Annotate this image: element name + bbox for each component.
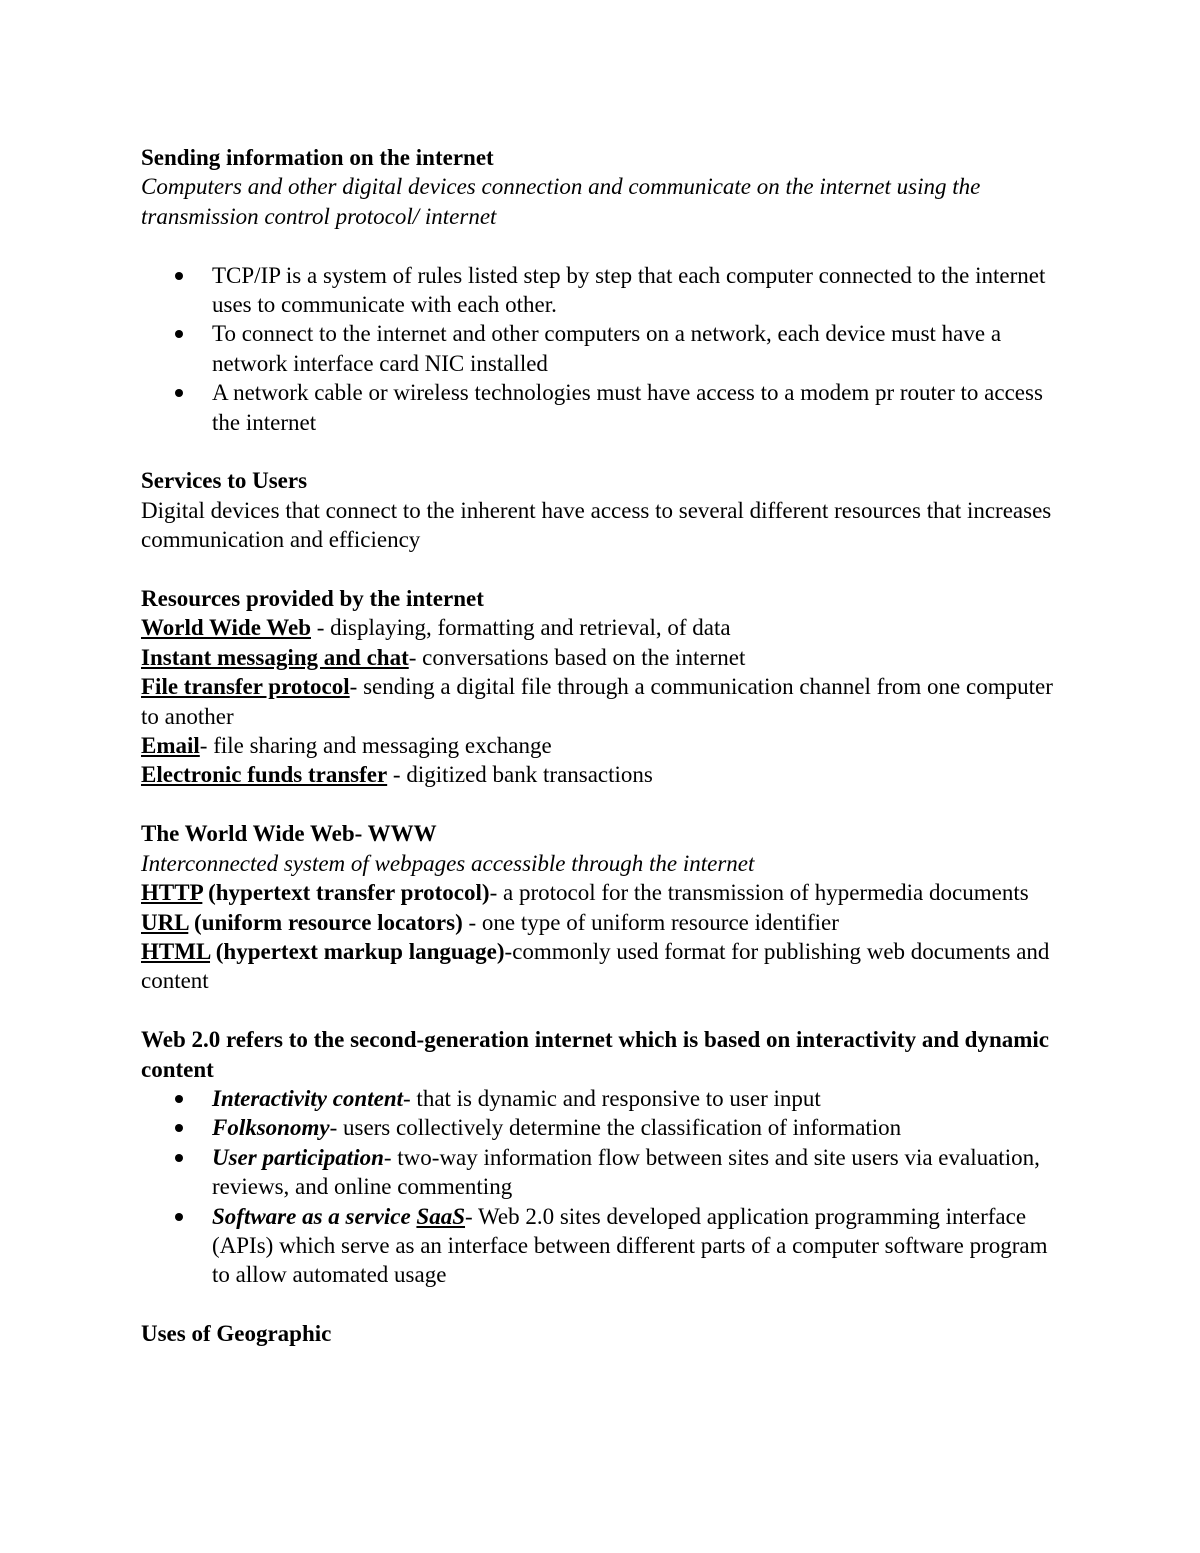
section-world-wide-web — [141, 819, 1061, 995]
definition-item — [141, 908, 1061, 937]
resource-term: File transfer protocol — [141, 674, 350, 700]
list-item: TCP/IP is a system of rules listed step by step that each computer connected to the internet uses to communicate with each other. — [141, 261, 1061, 320]
definition-desc: - a protocol for the transmission of hypermedia documents — [489, 880, 1029, 906]
section-heading: Services to Users — [141, 468, 308, 494]
list-item — [141, 1113, 1061, 1142]
bullet-icon — [175, 1213, 183, 1221]
bullet-icon — [175, 330, 183, 338]
definition-full: (hypertext markup language) — [210, 938, 505, 964]
bullet-list — [141, 261, 1061, 437]
definition-item — [141, 937, 1061, 996]
bullet-desc: - that is dynamic and responsive to user input — [403, 1085, 821, 1111]
section-heading: Resources provided by the internet — [141, 586, 484, 612]
list-item — [141, 1143, 1061, 1202]
resource-term: World Wide Web — [141, 615, 311, 641]
section-heading: The World Wide Web- WWW — [141, 821, 437, 847]
resource-item — [141, 760, 1061, 789]
bullet-desc: - users collectively determine the classification of information — [329, 1115, 902, 1141]
bullet-icon — [175, 272, 183, 280]
section-intro: Interconnected system of webpages accessible through the internet — [141, 850, 755, 876]
section-resources — [141, 584, 1061, 790]
definition-abbr: HTTP — [141, 880, 203, 906]
resource-term: Email — [141, 733, 200, 759]
bullet-term: Interactivity content — [212, 1085, 404, 1111]
resource-desc: - file sharing and messaging exchange — [199, 733, 552, 759]
section-text: Digital devices that connect to the inherent have access to several different resources that increases communication and efficiency — [141, 497, 1052, 553]
list-item: To connect to the internet and other computers on a network, each device must have a network interface card NIC installed — [141, 319, 1061, 378]
list-item — [141, 1202, 1061, 1290]
section-uses-of-geographic — [141, 1319, 1061, 1348]
section-web-2-0 — [141, 1025, 1061, 1290]
bullet-icon — [175, 1154, 183, 1162]
definition-desc: - one type of uniform resource identifier — [462, 909, 839, 935]
definition-abbr: URL — [141, 909, 189, 935]
bullet-list — [141, 1084, 1061, 1290]
definition-abbr: HTML — [141, 938, 211, 964]
resource-term: Instant messaging and chat — [141, 644, 409, 670]
definition-desc: -commonly used format for publishing web documents and content — [141, 938, 1050, 994]
resource-desc: - sending a digital file through a communication channel from one computer to another — [141, 674, 1053, 729]
resource-desc: - displaying, formatting and retrieval, of data — [311, 615, 731, 641]
bullet-icon — [175, 1124, 183, 1132]
bullet-term: Folksonomy — [212, 1115, 330, 1141]
bullet-desc: - two-way information flow between sites and site users via evaluation, reviews, and online commenting — [212, 1144, 1040, 1200]
list-item: A network cable or wireless technologies must have access to a modem pr router to access the internet — [141, 378, 1061, 437]
document-page — [141, 143, 1061, 1349]
resource-item — [141, 731, 1061, 760]
resource-item — [141, 613, 1061, 642]
resource-desc: - digitized bank transactions — [387, 762, 653, 788]
resource-term: Electronic funds transfer — [141, 762, 388, 788]
bullet-term-abbr: SaaS — [416, 1203, 466, 1229]
section-heading: Sending information on the internet — [141, 145, 494, 170]
resource-item — [141, 672, 1061, 731]
bullet-term: Software as a service — [212, 1203, 417, 1229]
definition-item — [141, 878, 1061, 907]
bullet-icon — [175, 1095, 183, 1103]
bullet-icon — [175, 389, 183, 397]
definition-full: (hypertext transfer protocol) — [202, 880, 490, 906]
bullet-desc: - Web 2.0 sites developed application programming interface (APIs) which serve as an interface between different parts of a computer software program to allow automated usage — [212, 1203, 1048, 1288]
list-item — [141, 1084, 1061, 1113]
section-heading: Web 2.0 refers to the second-generation internet which is based on interactivity and dynamic content — [141, 1027, 1050, 1082]
bullet-term: User participation — [212, 1144, 384, 1170]
section-services-to-users — [141, 466, 1061, 554]
section-sending-information — [141, 143, 1061, 437]
section-heading: Uses of Geographic — [141, 1321, 332, 1347]
definition-full: (uniform resource locators) — [188, 909, 463, 935]
resource-item — [141, 643, 1061, 672]
resource-desc: - conversations based on the internet — [408, 644, 746, 670]
section-intro: Computers and other digital devices connection and communicate on the internet using the transmission control protocol/ internet — [141, 174, 981, 229]
